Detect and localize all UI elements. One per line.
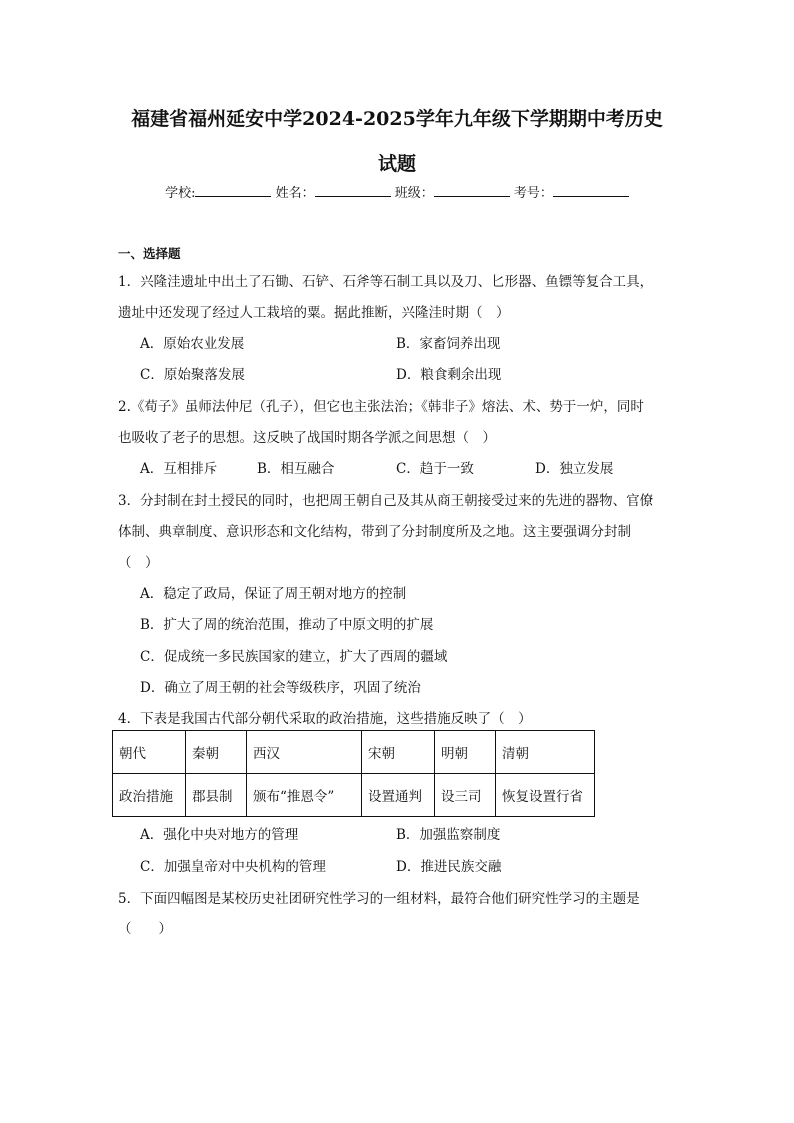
table-row (113, 774, 595, 817)
table-cell: 恢复设置行省 (496, 774, 595, 817)
name-blank[interactable] (315, 184, 391, 197)
q1-stem-line1: 1．兴隆洼遗址中出土了石锄、石铲、石斧等石制工具以及刀、匕形器、鱼镖等复合工具， (118, 274, 654, 290)
q1-stem-line2: 遗址中还发现了经过人工栽培的粟。据此推断，兴隆洼时期（ ） (118, 305, 510, 321)
q2-option-b[interactable]: B．相互融合 (257, 461, 335, 477)
exam-no-label: 考号： (513, 186, 553, 201)
q3-option-c[interactable]: C．促成统一多民族国家的建立，扩大了西周的疆域 (140, 649, 448, 665)
q3-option-b[interactable]: B．扩大了周的统治范围，推动了中原文明的扩展 (140, 617, 434, 633)
q2-stem-line2: 也吸收了老子的思想。这反映了战国时期各学派之间思想（ ） (118, 430, 496, 446)
q4-option-b[interactable]: B．加强监察制度 (396, 827, 501, 843)
table-cell: 西汉 (247, 731, 362, 774)
q2-stem-line1: 2.《荀子》虽师法仲尼（孔子），但它也主张法治；《韩非子》熔法、术、势于一炉，同时 (118, 399, 644, 415)
school-blank[interactable] (195, 184, 271, 197)
table-cell: 颁布“推恩令” (247, 774, 362, 817)
table-cell: 设三司 (435, 774, 496, 817)
exam-title-line1: 福建省福州延安中学2024-2025学年九年级下学期期中考历史 (131, 108, 663, 130)
section-heading: 一、选择题 (118, 246, 181, 261)
q1-option-c[interactable]: C．原始聚落发展 (140, 367, 245, 383)
table-cell: 清朝 (496, 731, 595, 774)
q3-stem-line3: （ ） (118, 555, 159, 571)
exam-no-blank[interactable] (553, 184, 629, 197)
student-info-row (0, 182, 794, 201)
q3-stem-line1: 3．分封制在封土授民的同时，也把周王朝自己及其从商王朝接受过来的先进的器物、官僚 (118, 493, 654, 509)
q3-option-a[interactable]: A．稳定了政局，保证了周王朝对地方的控制 (140, 586, 407, 602)
table-cell: 明朝 (435, 731, 496, 774)
q1-option-b[interactable]: B．家畜饲养出现 (396, 336, 501, 352)
table-cell: 政治措施 (113, 774, 186, 817)
q1-option-d[interactable]: D．粮食剩余出现 (396, 367, 502, 383)
q4-option-c[interactable]: C．加强皇帝对中央机构的管理 (140, 859, 326, 875)
school-label: 学校: (165, 186, 196, 201)
exam-title-line2: 试题 (377, 153, 416, 175)
q5-stem-line1: 5．下面四幅图是某校历史社团研究性学习的一组材料，最符合他们研究性学习的主题是 (118, 891, 640, 907)
q1-option-a[interactable]: A．原始农业发展 (140, 336, 245, 352)
class-blank[interactable] (434, 184, 510, 197)
table-cell: 朝代 (113, 731, 186, 774)
table-row (113, 731, 595, 774)
q4-option-a[interactable]: A．强化中央对地方的管理 (140, 827, 299, 843)
q2-option-a[interactable]: A．互相排斥 (140, 461, 218, 477)
q2-option-d[interactable]: D．独立发展 (535, 461, 614, 477)
q3-stem-line2: 体制、典章制度、意识形态和文化结构，带到了分封制度所及之地。这主要强调分封制 (118, 524, 631, 540)
table-cell: 设置通判 (362, 774, 435, 817)
q5-stem-line2: （ ） (118, 921, 172, 937)
class-label: 班级： (394, 186, 434, 201)
q4-option-d[interactable]: D．推进民族交融 (396, 859, 502, 875)
q3-option-d[interactable]: D．确立了周王朝的社会等级秩序，巩固了统治 (140, 680, 421, 696)
name-label: 姓名： (275, 186, 315, 201)
q2-option-c[interactable]: C．趋于一致 (396, 461, 474, 477)
q4-table (112, 730, 595, 817)
table-cell: 秦朝 (186, 731, 247, 774)
table-cell: 郡县制 (186, 774, 247, 817)
q4-stem-line1: 4．下表是我国古代部分朝代采取的政治措施，这些措施反映了（ ） (118, 711, 532, 727)
table-cell: 宋朝 (362, 731, 435, 774)
